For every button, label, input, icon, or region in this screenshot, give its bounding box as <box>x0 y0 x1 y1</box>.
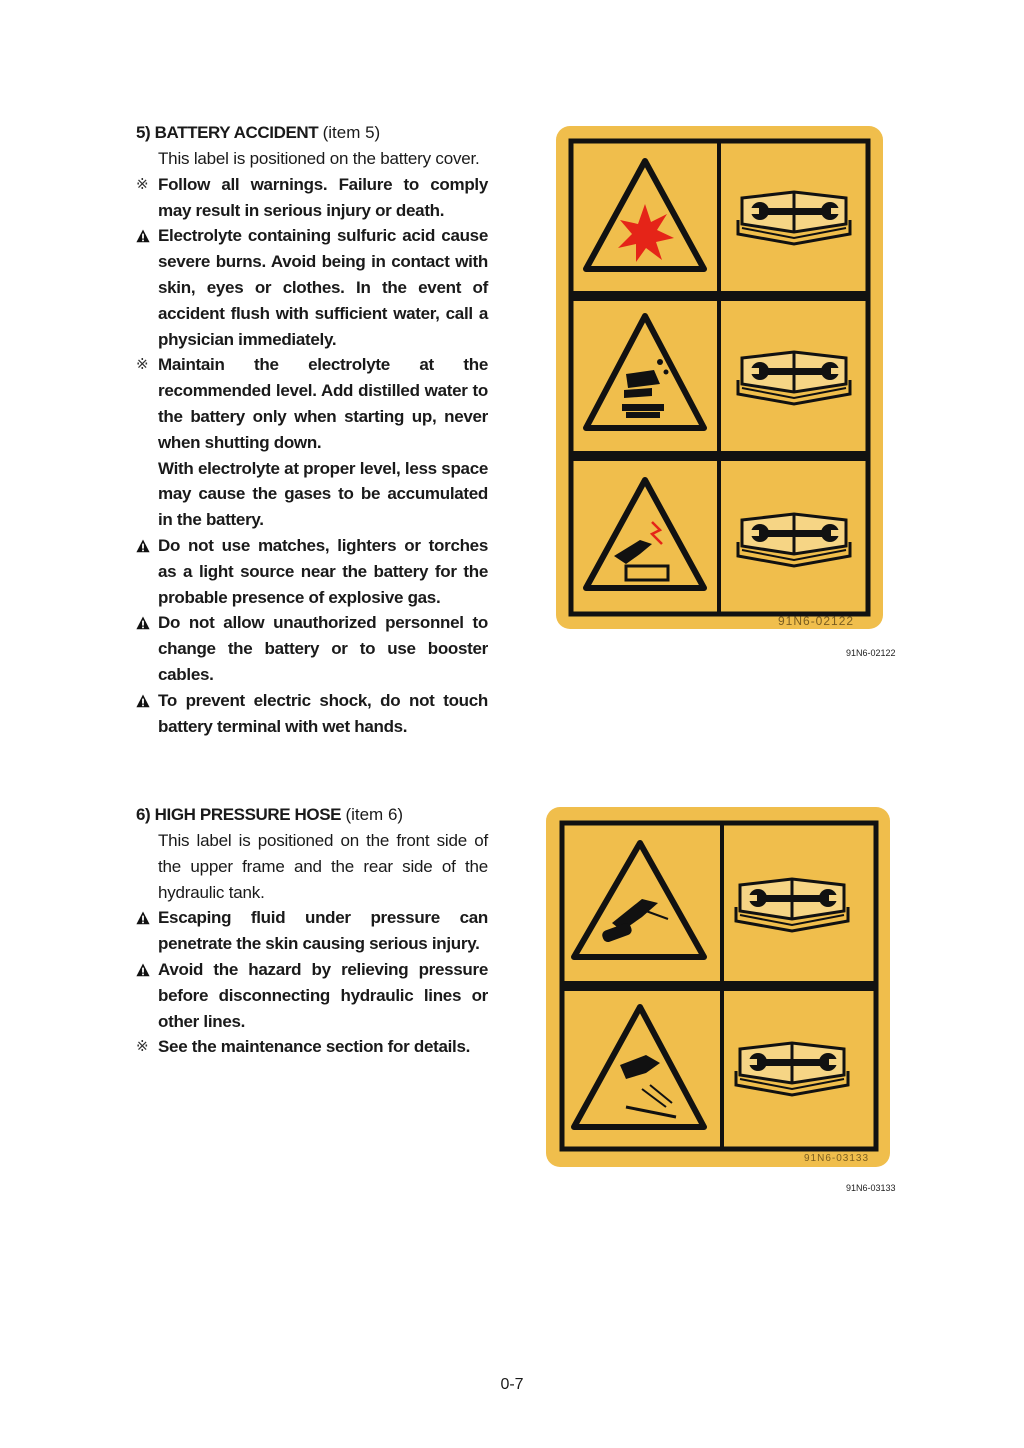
instruction-line <box>136 533 488 610</box>
fluid-injection-warning-icon <box>574 843 704 957</box>
instruction-line <box>136 456 488 533</box>
instruction-line <box>136 146 488 172</box>
read-manual-icon <box>736 1043 848 1095</box>
instruction-line <box>136 688 488 740</box>
electric-shock-warning-icon <box>586 480 704 588</box>
instruction-text: Follow all warnings. Failure to comply may result in serious injury or death. <box>158 174 488 220</box>
instruction-text: Electrolyte containing sulfuric acid cause severe burns. Avoid being in contact with skin, eyes or clothes. In the event of accident flush with sufficient water, call a physician immediately. <box>158 226 488 349</box>
warning-triangle-icon <box>136 223 156 249</box>
figure-code: 91N6-02122 <box>846 648 896 658</box>
instruction-text: To prevent electric shock, do not touch battery terminal with wet hands. <box>158 690 488 736</box>
instruction-line <box>136 172 488 224</box>
warning-triangle-icon <box>136 610 156 636</box>
item-reference: (item 6) <box>345 805 404 824</box>
read-manual-icon <box>738 352 850 404</box>
section-number: 6) <box>136 805 151 824</box>
instruction-line <box>136 828 488 905</box>
read-manual-icon <box>736 879 848 931</box>
instruction-text: See the maintenance section for details. <box>158 1037 471 1057</box>
warning-triangle-icon <box>136 688 156 714</box>
instruction-text: This label is positioned on the battery cover. <box>158 149 480 168</box>
acid-burn-warning-icon <box>586 316 704 428</box>
instruction-line <box>136 1034 488 1060</box>
instruction-text: Do not allow unauthorized personnel to change the battery or to use booster cables. <box>158 613 488 684</box>
read-manual-icon <box>738 514 850 566</box>
section-high-pressure-hose <box>136 802 488 1060</box>
instruction-list <box>136 828 488 1060</box>
section-title: HIGH PRESSURE HOSE <box>154 805 342 824</box>
instruction-line <box>136 352 488 455</box>
note-mark: ※ <box>136 175 149 193</box>
figure-code: 91N6-03133 <box>846 1183 896 1193</box>
item-reference: (item 5) <box>322 123 381 142</box>
page-number: 0-7 <box>500 1376 524 1393</box>
instruction-text: This label is positioned on the front side of the upper frame and the rear side of the hydraulic tank. <box>158 831 488 902</box>
section-heading <box>136 802 488 828</box>
instruction-text: Do not use matches, lighters or torches as a light source near the battery for the probable presence of explosive gas. <box>158 535 488 607</box>
instruction-line <box>136 610 488 687</box>
decal-code: 91N6-02122 <box>778 614 855 628</box>
decal-artwork <box>546 807 890 1167</box>
decal-code: 91N6-03133 <box>804 1153 870 1164</box>
decal-artwork <box>556 126 883 629</box>
high-pressure-hose-decal <box>546 807 890 1167</box>
instruction-list <box>136 146 488 739</box>
section-battery-accident <box>136 120 488 739</box>
instruction-text: Escaping fluid under pressure can penetrate the skin causing serious injury. <box>158 908 488 954</box>
explosion-warning-icon <box>586 161 704 269</box>
instruction-line <box>136 905 488 957</box>
instruction-text: Maintain the electrolyte at the recommended level. Add distilled water to the battery only when starting up, never when shutting down. <box>158 355 488 452</box>
instruction-line <box>136 223 488 352</box>
warning-triangle-icon <box>136 905 156 931</box>
warning-triangle-icon <box>136 957 156 983</box>
instruction-text: Avoid the hazard by relieving pressure before disconnecting hydraulic lines or other lines. <box>158 959 488 1031</box>
instruction-line <box>136 957 488 1034</box>
note-mark: ※ <box>136 1038 149 1056</box>
battery-warning-decal <box>556 126 883 629</box>
section-title: BATTERY ACCIDENT <box>154 123 319 142</box>
instruction-text: With electrolyte at proper level, less space may cause the gases to be accumulated in the battery. <box>158 458 488 530</box>
section-heading <box>136 120 488 146</box>
read-manual-icon <box>738 192 850 244</box>
warning-triangle-icon <box>136 533 156 559</box>
section-number: 5) <box>136 123 151 142</box>
note-mark: ※ <box>136 356 149 374</box>
high-pressure-spray-warning-icon <box>574 1007 704 1127</box>
